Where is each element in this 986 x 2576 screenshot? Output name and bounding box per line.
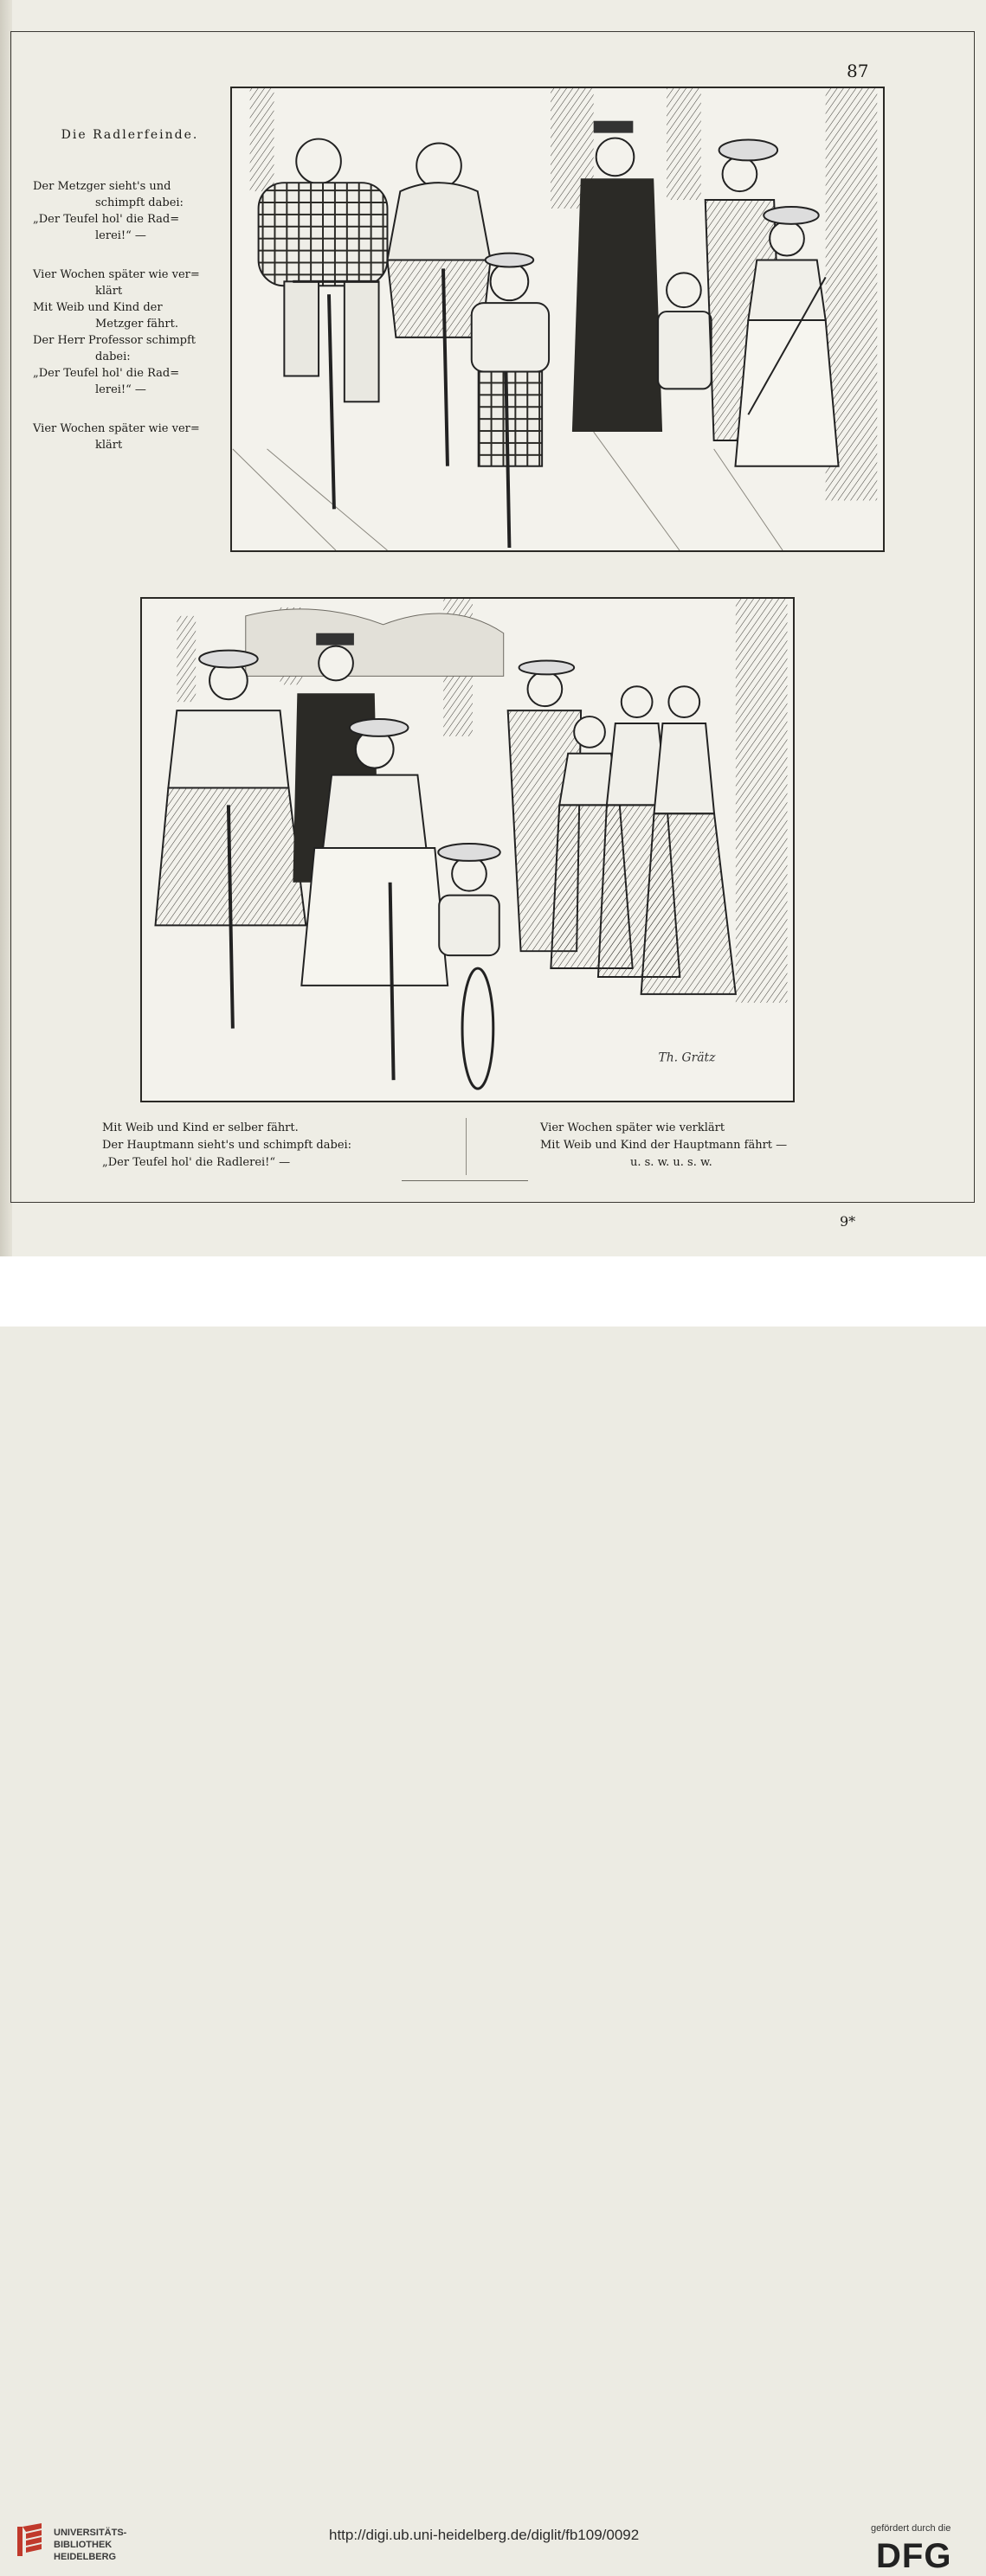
figure-head bbox=[296, 139, 341, 184]
library-name-line: UNIVERSITÄTS- bbox=[54, 2528, 127, 2538]
signature-mark: 9* bbox=[840, 1213, 856, 1230]
figure-head bbox=[452, 857, 487, 891]
library-name bbox=[54, 2527, 126, 2563]
digitization-footer bbox=[0, 1256, 986, 2575]
tree-trunk bbox=[667, 88, 701, 200]
tree-trunk bbox=[250, 88, 274, 191]
poem-stanza-2 bbox=[33, 267, 216, 398]
poem-line: Der Metzger sieht's und bbox=[33, 180, 171, 193]
poem-line: Der Herr Professor schimpft bbox=[33, 334, 197, 347]
poem-line: Mit Weib und Kind der bbox=[33, 301, 163, 314]
poem-line: schimpft dabei: bbox=[95, 196, 184, 209]
poem-text bbox=[33, 178, 216, 476]
figure-black-coat bbox=[572, 178, 662, 432]
poem-stanza-3 bbox=[33, 421, 216, 453]
figure-skirt bbox=[301, 848, 448, 986]
figure-blouse bbox=[387, 183, 490, 260]
caption-line: Mit Weib und Kind der Hauptmann fährt — bbox=[540, 1139, 788, 1152]
poem-line: klärt bbox=[95, 285, 123, 298]
poem-line: Vier Wochen später wie ver= bbox=[33, 268, 200, 281]
caption-left bbox=[102, 1120, 457, 1172]
figure-head bbox=[491, 262, 529, 300]
caption-line: „Der Teufel hol' die Radlerei!“ — bbox=[102, 1156, 291, 1169]
poem-stanza-1 bbox=[33, 178, 216, 244]
caption-line: u. s. w. u. s. w. bbox=[630, 1156, 712, 1169]
poem-title: Die Radlerfeinde. bbox=[61, 128, 199, 142]
caption-line: Vier Wochen später wie verklärt bbox=[540, 1121, 725, 1134]
poem-line: lerei!“ — bbox=[95, 383, 146, 396]
figure-hat bbox=[594, 121, 634, 133]
dfg-logo: DFG bbox=[876, 2537, 952, 2575]
figure-head bbox=[723, 157, 757, 191]
figure-head bbox=[416, 144, 461, 189]
figure-head bbox=[319, 646, 353, 681]
library-name-line: HEIDELBERG bbox=[54, 2552, 117, 2562]
poem-line: „Der Teufel hol' die Rad= bbox=[33, 367, 180, 380]
poem-line: Vier Wochen später wie ver= bbox=[33, 422, 200, 435]
poem-line: lerei!“ — bbox=[95, 229, 146, 242]
library-name-line: BIBLIOTHEK bbox=[54, 2540, 113, 2550]
caption-right bbox=[540, 1120, 869, 1172]
caption-divider bbox=[466, 1118, 467, 1175]
artist-signature: Th. Grätz bbox=[658, 1050, 716, 1065]
scanned-page bbox=[0, 0, 986, 1256]
university-library-logo-icon bbox=[16, 2521, 47, 2560]
poem-line: „Der Teufel hol' die Rad= bbox=[33, 213, 180, 226]
poem-line: dabei: bbox=[95, 350, 131, 363]
poem-line: klärt bbox=[95, 439, 123, 452]
funding-note: gefördert durch die bbox=[871, 2523, 951, 2534]
illustration-captain-family-cycling bbox=[140, 597, 795, 1102]
closing-rule bbox=[402, 1180, 528, 1181]
figure-skirt bbox=[735, 320, 838, 466]
page-number: 87 bbox=[847, 61, 869, 81]
poem-line: Metzger fährt. bbox=[95, 318, 178, 331]
illustration-drawing bbox=[232, 88, 883, 550]
illustration-butcher-family-cycling bbox=[230, 87, 885, 552]
permalink-url[interactable]: http://digi.ub.uni-heidelberg.de/diglit/fb109/0092 bbox=[329, 2527, 640, 2543]
figure-head bbox=[667, 273, 701, 307]
figure-plaid-jacket bbox=[259, 183, 388, 286]
figure-head bbox=[596, 138, 635, 177]
illustration-drawing bbox=[142, 599, 793, 1101]
figure-head bbox=[770, 222, 804, 256]
figure-head bbox=[528, 671, 563, 706]
caption-line: Mit Weib und Kind er selber fährt. bbox=[102, 1121, 299, 1134]
caption-line: Der Hauptmann sieht's und schimpft dabei: bbox=[102, 1139, 352, 1152]
